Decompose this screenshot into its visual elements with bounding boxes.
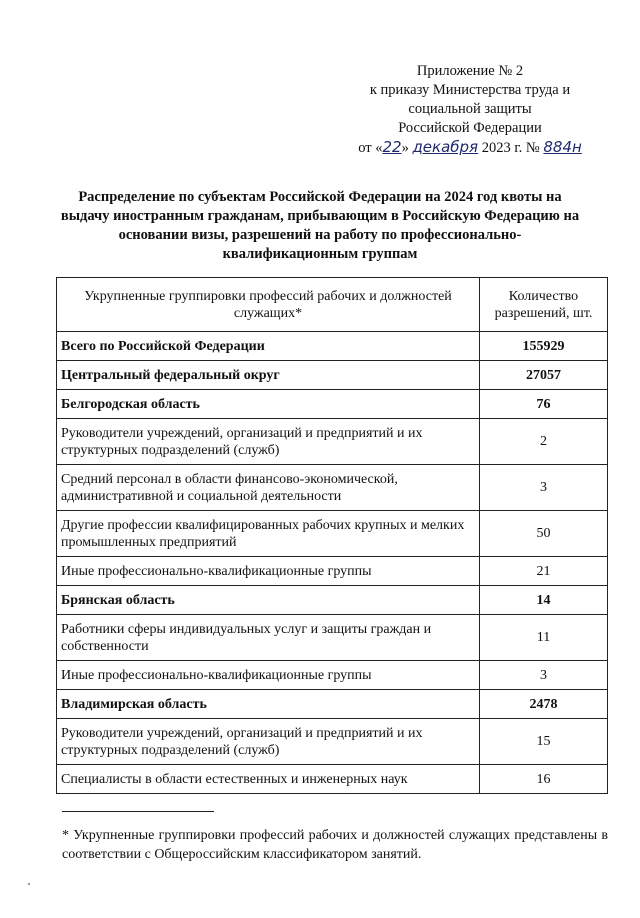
ministry-line: социальной защиты — [408, 101, 532, 117]
table-row — [57, 390, 608, 419]
row-label: Специалисты в области естественных и инженерных наук — [57, 765, 480, 794]
table-row — [57, 361, 608, 390]
order-reference: к приказу Министерства труда и — [369, 82, 571, 98]
row-label: Иные профессионально-квалификационные группы — [57, 661, 480, 690]
table-header-row — [57, 278, 608, 332]
row-label: Брянская область — [57, 586, 480, 615]
row-label: Всего по Российской Федерации — [57, 332, 480, 361]
table-row — [57, 661, 608, 690]
row-label: Руководители учреждений, организаций и предприятий и их структурных подразделений (служб) — [57, 419, 480, 465]
table-row — [57, 511, 608, 557]
row-value: 11 — [480, 615, 608, 661]
row-label: Другие профессии квалифицированных рабочих крупных и мелких промышленных предприятий — [57, 511, 480, 557]
order-date-line — [340, 138, 600, 158]
quota-table — [56, 277, 608, 794]
row-label: Иные профессионально-квалификационные группы — [57, 557, 480, 586]
row-value: 15 — [480, 719, 608, 765]
row-label: Руководители учреждений, организаций и предприятий и их структурных подразделений (служб) — [57, 719, 480, 765]
handwritten-day: 22 — [382, 138, 402, 156]
table-row — [57, 615, 608, 661]
federation-line: Российской Федерации — [398, 120, 542, 136]
row-value: 16 — [480, 765, 608, 794]
row-label: Белгородская область — [57, 390, 480, 419]
year-text: 2023 г. № — [481, 140, 540, 156]
row-value: 3 — [480, 661, 608, 690]
table-row — [57, 332, 608, 361]
row-value: 155929 — [480, 332, 608, 361]
scan-speck — [28, 883, 30, 885]
row-value: 50 — [480, 511, 608, 557]
table-row — [57, 765, 608, 794]
row-label: Средний персонал в области финансово-экономической, административной и социальной деятельности — [57, 465, 480, 511]
appendix-number: Приложение № 2 — [416, 63, 524, 79]
row-value: 14 — [480, 586, 608, 615]
column-header-groups: Укрупненные группировки профессий рабочих и должностей служащих* — [57, 278, 480, 332]
table-row — [57, 465, 608, 511]
document-title: Распределение по субъектам Российской Федерации на 2024 год квоты на выдачу иностранным гражданам, прибывающим в Российскую Федерацию на основании визы, разрешений на работу по профессионально-квалификационным группам — [60, 189, 580, 262]
appendix-header — [340, 62, 600, 158]
row-value: 76 — [480, 390, 608, 419]
date-prefix: от « — [358, 140, 383, 156]
table-row — [57, 719, 608, 765]
row-value: 3 — [480, 465, 608, 511]
handwritten-month: декабря — [412, 138, 479, 156]
handwritten-order-number: 884н — [543, 138, 582, 156]
table-row — [57, 557, 608, 586]
footnote: * Укрупненные группировки профессий рабочих и должностей служащих представлены в соответствии с Общероссийским классификатором занятий. — [62, 828, 608, 862]
row-value: 2 — [480, 419, 608, 465]
table-row — [57, 690, 608, 719]
row-value: 2478 — [480, 690, 608, 719]
footnote-divider — [62, 811, 214, 812]
table-row — [57, 419, 608, 465]
day-separator: » — [401, 140, 409, 156]
row-value: 27057 — [480, 361, 608, 390]
column-header-count: Количество разрешений, шт. — [480, 278, 608, 332]
row-label: Владимирская область — [57, 690, 480, 719]
row-value: 21 — [480, 557, 608, 586]
row-label: Центральный федеральный округ — [57, 361, 480, 390]
row-label: Работники сферы индивидуальных услуг и защиты граждан и собственности — [57, 615, 480, 661]
table-row — [57, 586, 608, 615]
